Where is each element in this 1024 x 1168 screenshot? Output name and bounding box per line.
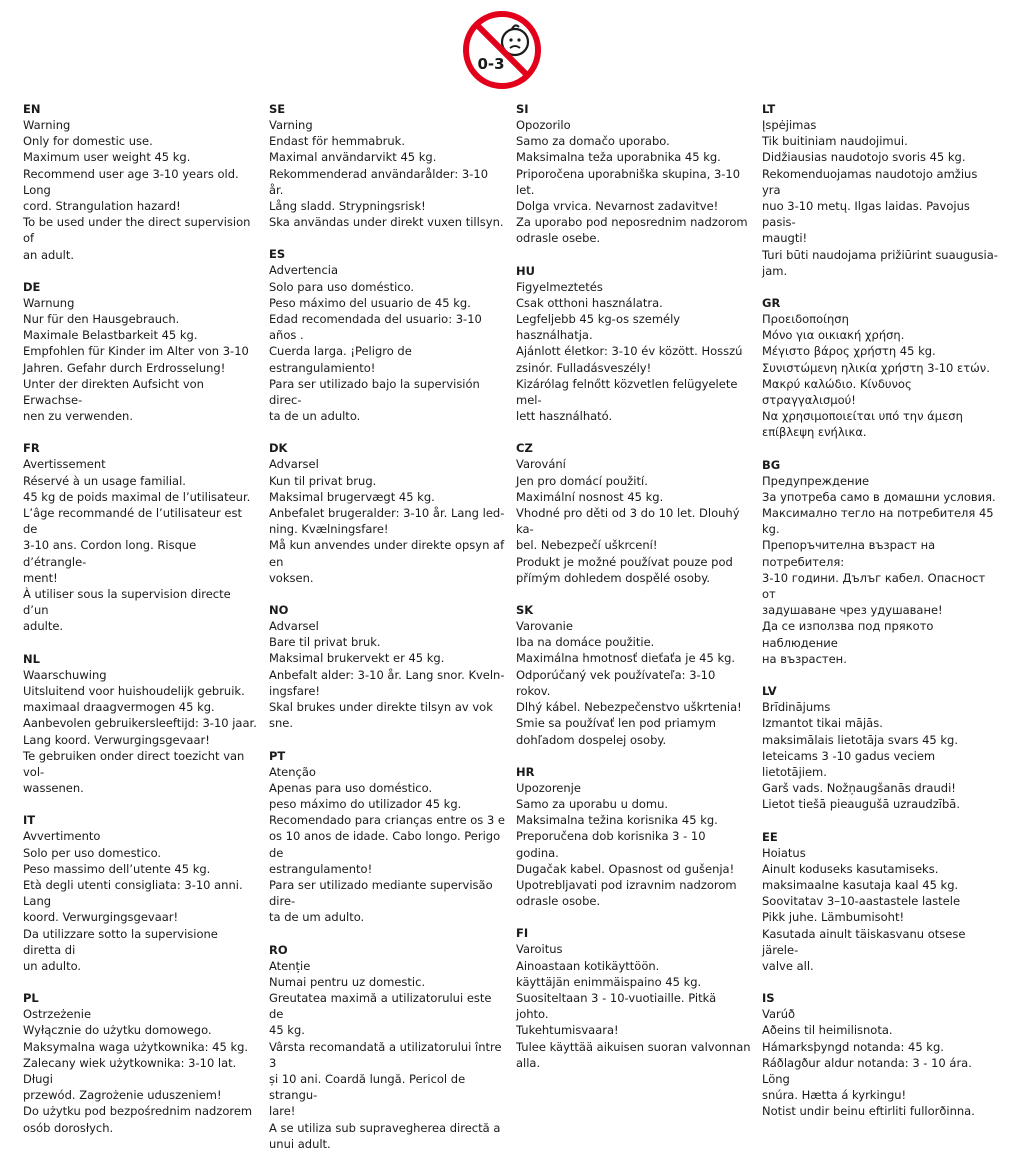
warning-text: Maximal användarvikt 45 kg. [269,150,437,165]
warning-text: Wyłącznie do użytku domowego. [23,1023,212,1038]
warning-section-es [269,246,505,424]
warning-text: Peso máximo del usuario de 45 kg. [269,295,471,310]
warning-text: За употреба само в домашни условия. [762,489,996,504]
warning-text: Recomendado para crianças entre os 3 e os 10 anos de idade. Cabo longo. Perigo de estrangulamento! [269,813,505,876]
warning-text: Priporočena uporabniška skupina, 3-10 let. Dolga vrvica. Nevarnost zadavitve! [516,166,741,214]
language-code: ES [269,247,286,262]
warning-text: Vârsta recomandată a utilizatorului între 3 și 10 ani. Coardă lungă. Pericol de strangu- lare! [269,1039,502,1119]
warning-text: Να χρησιμοποιείται υπό την άμεση επίβλεψη ενήλικα. [762,409,963,440]
warning-text: Numai pentru uz domestic. [269,974,426,989]
warning-text: Må kun anvendes under direkte opsyn af en voksen. [269,538,505,585]
warning-text: Upotrebljavati pod izravnim nadzorom odrasle osobe. [516,877,737,909]
warning-text: Uitsluitend voor huishoudelijk gebruik. [23,683,245,698]
warning-section-nl [23,651,259,797]
warning-heading: Opozorilo [516,118,571,132]
warning-text: Empfohlen für Kinder im Alter von 3-10 Jahren. Gefahr durch Erdrosselung! [23,344,249,375]
warning-text: Μέγιστο βάρος χρήστη 45 kg. [762,344,936,359]
warning-text: Solo para uso doméstico. [269,279,415,294]
warning-text: Maksimal brugervægt 45 kg. [269,489,435,504]
language-code: LV [762,684,777,699]
warning-section-pl [23,990,259,1136]
warning-heading: Warning [23,118,71,132]
warning-section-ee [762,829,998,975]
warning-text: Peso massimo dell’utente 45 kg. [23,861,211,876]
warning-heading: Advarsel [269,457,319,472]
warning-section-ro [269,942,505,1152]
no-under-3-icon [462,10,542,90]
warning-text: Para ser utilizado bajo la supervisión direc- ta de un adulto. [269,376,480,424]
warning-heading: Upozorenje [516,780,581,795]
warning-text: Μόνο για οικιακή χρήση. [762,328,905,343]
warning-heading: Предупреждение [762,473,870,488]
warning-text: A se utiliza sub supravegherea directă a unui adult. [269,1120,501,1151]
warning-text: Nur für den Hausgebrauch. [23,312,180,327]
warning-text: Samo za domačo uporabo. [516,134,670,149]
warning-text: Hámarksþyngd notanda: 45 kg. [762,1039,944,1054]
warning-heading: Προειδοποίηση [762,312,849,327]
warning-heading: Warnung [23,295,75,310]
warning-text: Ainult koduseks kasutamiseks. [762,861,939,876]
language-code: LT [762,102,776,116]
warning-text: Edad recomendada del usuario: 3-10 años . Cuerda larga. ¡Peligro de estrangulamiento! [269,312,482,375]
warning-section-dk [269,440,505,586]
warning-section-it [23,812,259,974]
warning-heading: Varování [516,457,566,472]
warning-heading: Avertissement [23,457,106,472]
language-code: IS [762,991,775,1006]
language-code: PT [269,748,286,763]
language-code: BG [762,457,781,472]
language-code: DK [269,441,288,456]
language-code: SE [269,102,286,116]
language-code: IT [23,813,36,828]
warning-text: maximaal draagvermogen 45 kg. [23,700,215,715]
warning-text: Da utilizzare sotto la supervisione diretta di un adulto. [23,926,218,973]
warning-heading: Hoiatus [762,845,806,860]
warning-text: Rekomenduojamas naudotojo amžius yra nuo 3-10 metų. Ilgas laidas. Pavojus pasis- maugti! [762,166,978,246]
warning-text: Lang koord. Verwurgingsgevaar! [23,732,210,747]
warning-text: Maksimalna težina korisnika 45 kg. [516,813,718,828]
warning-text: Jen pro domácí použití. [516,473,648,488]
language-code: GR [762,296,781,311]
warning-heading: Brīdinājums [762,700,831,715]
warning-section-lt [762,101,998,279]
warning-section-lv [762,683,998,812]
warning-text: Only for domestic use. [23,134,153,149]
warning-text: Ajánlott életkor: 3-10 év között. Hosszú zsinór. Fulladásveszély! [516,344,743,375]
warning-text: Ráðlagður aldur notanda: 3 - 10 ára. Löng snúra. Hætta á kyrkingu! [762,1055,972,1103]
warning-text: Recommend user age 3-10 years old. Long cord. Strangulation hazard! [23,166,239,214]
warning-text: Turi būti naudojama prižiūrint suaugusia- jam. [762,247,998,278]
warning-text: Para ser utilizado mediante supervisão dire- ta de um adulto. [269,877,493,925]
warning-section-no [269,602,505,731]
warning-section-sk [516,602,752,748]
warning-heading: Atenção [269,764,316,779]
warning-text: Maximum user weight 45 kg. [23,150,191,165]
warning-text: Aðeins til heimilisnota. [762,1023,893,1038]
warning-text: Produkt je možné používat pouze pod přímým dohledem dospělé osoby. [516,554,733,585]
warning-text: Да се използва под прякото наблюдение на възрастен. [762,619,934,666]
warning-text: Maksimalna teža uporabnika 45 kg. [516,150,721,165]
warning-section-se [269,101,505,230]
warning-text: Anbefalet brugeralder: 3-10 år. Lang led- ning. Kvælningsfare! [269,506,505,537]
warning-text: Maksymalna waga użytkownika: 45 kg. [23,1039,249,1054]
warning-section-de [23,279,259,425]
warning-text: Anbefalt alder: 3-10 år. Lang snor. Kveln- ingsfare! [269,667,505,698]
warning-heading: Įspėjimas [762,118,817,132]
warning-heading: Atenție [269,958,311,973]
warning-heading: Varovanie [516,619,573,634]
warning-section-gr [762,295,998,441]
warning-text: Réservé à un usage familial. [23,473,186,488]
warning-text: Maximální nosnost 45 kg. [516,489,664,504]
column-4 [762,101,998,1136]
warning-text: maksimaalne kasutaja kaal 45 kg. [762,877,959,892]
warning-text: Maximale Belastbarkeit 45 kg. [23,328,198,343]
age-warning-icon [462,10,542,90]
warning-text: Iba na domáce použitie. [516,635,655,650]
warning-text: Συνιστώμενη ηλικία χρήστη 3-10 ετών. Μακρύ καλώδιο. Κίνδυνος στραγγαλισμού! [762,360,990,408]
warning-text: Legfeljebb 45 kg-os személy használhatja. [516,312,681,343]
warning-heading: Figyelmeztetés [516,279,603,294]
language-code: FI [516,926,529,941]
warning-section-cz [516,440,752,586]
warning-text: L’âge recommandé de l’utilisateur est de 3-10 ans. Cordon long. Risque d’étrangle- ment! [23,506,242,585]
warning-heading: Advertencia [269,263,339,278]
language-code: SI [516,102,529,116]
warning-section-en [23,101,259,263]
warning-heading: Varúð [762,1007,796,1022]
warning-text: Ieteicams 3 -10 gadus veciem lietotājiem. Garš vads. Nožņaugšanās draudi! [762,748,956,796]
warning-text: Endast för hemmabruk. [269,134,405,149]
warning-text: Odporúčaný vek používateľa: 3-10 rokov. Dlhý kábel. Nebezpečenstvo uškrtenia! [516,667,742,715]
warning-text: Zalecany wiek użytkownika: 3-10 lat. Długi przewód. Zagrożenie uduszeniem! [23,1055,237,1103]
warning-text: Tulee käyttää aikuisen suoran valvonnan alla. [516,1039,751,1070]
warning-heading: Avvertimento [23,829,101,844]
warning-section-pt [269,748,505,926]
warning-text: 45 kg de poids maximal de l’utilisateur. [23,489,251,504]
warning-text: À utiliser sous la supervision directe d’un adulte. [23,587,231,634]
warning-text: Aanbevolen gebruikersleeftijd: 3-10 jaar. [23,716,257,731]
warning-section-si [516,101,752,247]
warning-text: Kun til privat brug. [269,473,377,488]
warning-text: Rekommenderad användarålder: 3-10 år. Lång sladd. Strypningsrisk! [269,166,489,214]
language-code: NL [23,651,40,666]
warning-text: Kasutada ainult täiskasvanu otsese järele- valve all. [762,926,966,973]
warning-heading: Advarsel [269,619,319,634]
warning-text: Suositeltaan 3 - 10-vuotiaille. Pitkä johto. Tukehtumisvaara! [516,990,717,1038]
warning-text: Unter der direkten Aufsicht von Erwachse- nen zu verwenden. [23,376,204,424]
warning-text: Preporučena dob korisnika 3 - 10 godina. Dugačak kabel. Opasnost od gušenja! [516,829,735,876]
warning-text: Maksimal brukervekt er 45 kg. [269,651,445,666]
language-code: NO [269,603,289,618]
warning-text: peso máximo do utilizador 45 kg. [269,796,462,811]
language-code: EN [23,102,41,116]
warning-section-hr [516,764,752,910]
warning-text: Ska användas under direkt vuxen tillsyn. [269,215,504,230]
language-code: HU [516,263,535,278]
language-code: EE [762,829,778,844]
warning-text: Za uporabo pod neposrednim nadzorom odrasle osebe. [516,215,748,246]
warning-heading: Varning [269,118,313,132]
warning-text: Vhodné pro děti od 3 do 10 let. Dlouhý ka- bel. Nebezpečí uškrcení! [516,506,740,553]
warning-text: Do użytku pod bezpośrednim nadzorem osób dorosłych. [23,1104,253,1135]
warning-text: Solo per uso domestico. [23,845,162,860]
warning-text: Maximálna hmotnosť dieťaťa je 45 kg. [516,651,736,666]
warning-text: käyttäjän enimmäispaino 45 kg. [516,974,702,989]
language-code: CZ [516,441,533,456]
language-code: DE [23,279,41,294]
warning-heading: Varoitus [516,942,563,957]
warning-section-fi [516,925,752,1071]
column-1 [23,101,259,1152]
warning-text: Notist undir beinu eftirliti fullorðinna. [762,1104,975,1119]
warning-text: Didžiausias naudotojo svoris 45 kg. [762,150,966,165]
warning-text: maksimālais lietotāja svars 45 kg. [762,732,959,747]
language-code: FR [23,441,40,456]
warning-heading: Ostrzeżenie [23,1007,92,1022]
language-code: RO [269,942,288,957]
age-range-label: 0-3 [477,55,505,73]
warning-text: Lietot tiešā pieaugušā uzraudzībā. [762,797,960,812]
warning-heading: Waarschuwing [23,667,107,682]
warning-section-bg [762,457,998,667]
warning-text: Soovitatav 3–10-aastastele lastele Pikk juhe. Lämbumisoht! [762,894,961,925]
warning-section-hu [516,263,752,425]
warning-text: Greutatea maximă a utilizatorului este de 45 kg. [269,990,492,1038]
warning-text: To be used under the direct supervision of an adult. [23,215,251,262]
warning-text: Età degli utenti consigliata: 3-10 anni. Lang koord. Verwurgingsgevaar! [23,877,243,925]
warning-section-fr [23,440,259,634]
warning-text: Te gebruiken onder direct toezicht van vol- wassenen. [23,748,245,796]
warning-text: Skal brukes under direkte tilsyn av vok sne. [269,700,493,731]
warning-text: Samo za uporabu u domu. [516,796,669,811]
warning-text: Kizárólag felnőtt közvetlen felügyelete mel- lett használható. [516,376,738,424]
language-code: HR [516,764,535,779]
language-code: PL [23,991,39,1006]
warning-text: Apenas para uso doméstico. [269,780,433,795]
warning-text: Csak otthoni használatra. [516,295,663,310]
warning-text: Smie sa používať len pod priamym dohľadom dospelej osoby. [516,716,716,747]
warning-text: Максимално тегло на потребителя 45 kg. [762,506,994,537]
warning-text: Препоръчителна възраст на потребителя: 3-10 години. Дълъг кабел. Опасност от задушаване чрез удушаване! [762,538,986,618]
warning-text: Izmantot tikai mājās. [762,716,883,731]
column-2 [269,101,505,1168]
column-3 [516,101,752,1087]
warning-text: Bare til privat bruk. [269,635,381,650]
warning-text: Ainoastaan kotikäyttöön. [516,958,660,973]
warning-columns [0,101,1024,1151]
warning-section-is [762,990,998,1119]
language-code: SK [516,603,534,618]
warning-text: Tik buitiniam naudojimui. [762,134,908,149]
